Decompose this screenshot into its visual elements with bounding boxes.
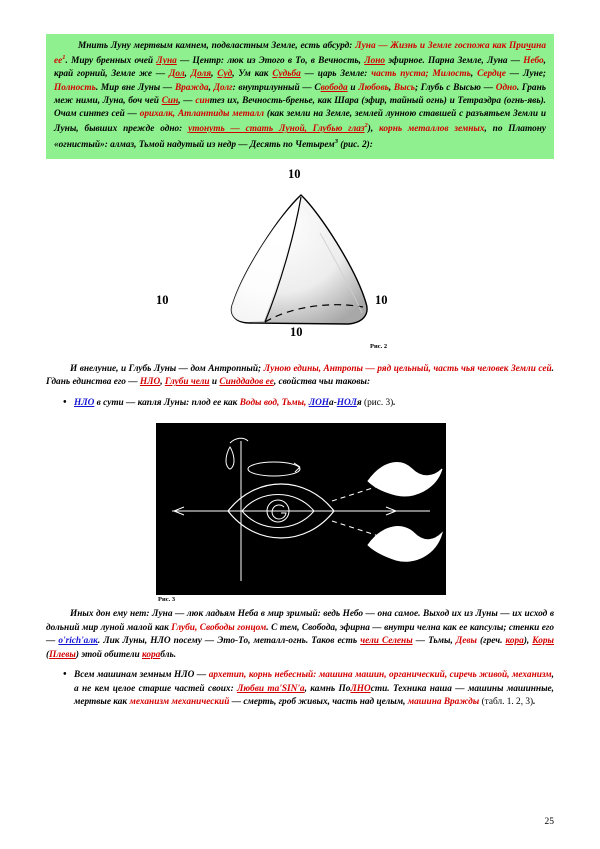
paragraph-after-figure-2: И внелуние, и Глубь Луны — дом Антропный; Луною едины, Антропы — ряд цельный, часть чья человек Земли сей. Гдань единства его — НЛО, Глуби чели и Синддадов ее, свойства чьи таковы: xyxy=(46,363,554,388)
figure-2-label-right: 10 xyxy=(375,292,388,307)
arrow-lower-dashed xyxy=(332,521,382,537)
ufo-diagram-svg xyxy=(156,423,446,595)
tetrahedron-svg xyxy=(170,173,430,348)
figure-2-label-left: 10 xyxy=(156,292,169,307)
figure-2-label-bottom: 10 xyxy=(290,324,303,339)
figure-2 xyxy=(46,166,554,363)
figure-3-caption: Рис. 3 xyxy=(158,596,176,604)
page-number: 25 xyxy=(544,817,554,827)
droplet-icon xyxy=(226,447,234,469)
figure-3 xyxy=(46,423,554,608)
figure-3-drawing xyxy=(156,423,446,595)
orbit-ellipse xyxy=(248,462,300,476)
figure-2-label-top: 10 xyxy=(288,166,301,181)
ufo-shape-lower xyxy=(368,527,442,562)
droplet-stem xyxy=(230,438,248,443)
bullet-list-machines xyxy=(46,669,554,709)
highlighted-paragraph: Мнить Луну мертвым камнем, подвластным Земле, есть абсурд: Луна — Жизнь и Земле госпожа как Причина $ее^1$. Миру бренных очей Луна — Центр: люк из Этого в То, в Вечность, Лоно эфирное. Парна Земле, Луна — Небо, край горний, Земле же — Дол, Доля, Суд, Ум как Судьба — царь Земле: часть пуста; Милость, Сердце — Луне; Полность. Мир вне Луны — Вражда, Долг: внутрилунный — Свобода и Любовь, Высь; Глубь с Высью — Одно. Грань меж ними, Луна, боч чей Син, — синтез их, Вечность-бренье, как Шара (эфир, тайный огнь) и Тетраэдра (огнь-явь). Очам синтез сей — орихалк, Атлантиды металл (как земли на Земле, землей лунною ставшей с разъятьем Земли и Луны, бывших прежде одно: утонуть — стать Луной, Глубью глаз$^2$), корнь металлов земных, по Платону «огнистый»: алмаз, Тьмой надутый из недр — Десять по Четырем$^3$ (рис. 2): xyxy=(46,34,554,159)
figure-2-drawing xyxy=(156,166,430,350)
list-item: • НЛО в сути — капля Луны: плод ее как Воды вод, Тьмы, ЛОНа-НОЛя (рис. 3). xyxy=(74,397,554,410)
list-item: • Всем машинам земным НЛО — архетип, корнь небесный: машина машин, органический, сиречь живой, механизм, а не кем целое старше частей своих: Любви ma'SIN'а, камнь ПоЛНОсти. Техника наша — машины машинные, мертвые как механизм механический — смерть, гроб живых, часть над целым, машина Вражды (табл. 1. 2, 3). xyxy=(74,669,554,709)
spiral-glyph xyxy=(272,505,286,519)
paragraph-after-figure-3: Иных дон ему нет: Луна — люк ладьям Неба в мир зримый: ведь Небо — она самое. Выход их из Луны — их исход в дольний мир луной малой как Глуби, Свободы гонцом. С тем, Свобода, эфирна — внутри челна как ее капсулы; стенки его — o'rich'алк. Лик Луны, НЛО посему — Это-То, металл-огнь. Таков есть чели Селены — Тьмы, Девы (греч. кора), Коры (Плевы) этой обители корабль. xyxy=(46,609,554,660)
ufo-shape-upper xyxy=(368,463,442,496)
arrow-upper-dashed xyxy=(332,485,382,501)
bullet-list-nlo xyxy=(46,397,554,410)
figure-2-caption: Рис. 2 xyxy=(370,342,388,350)
